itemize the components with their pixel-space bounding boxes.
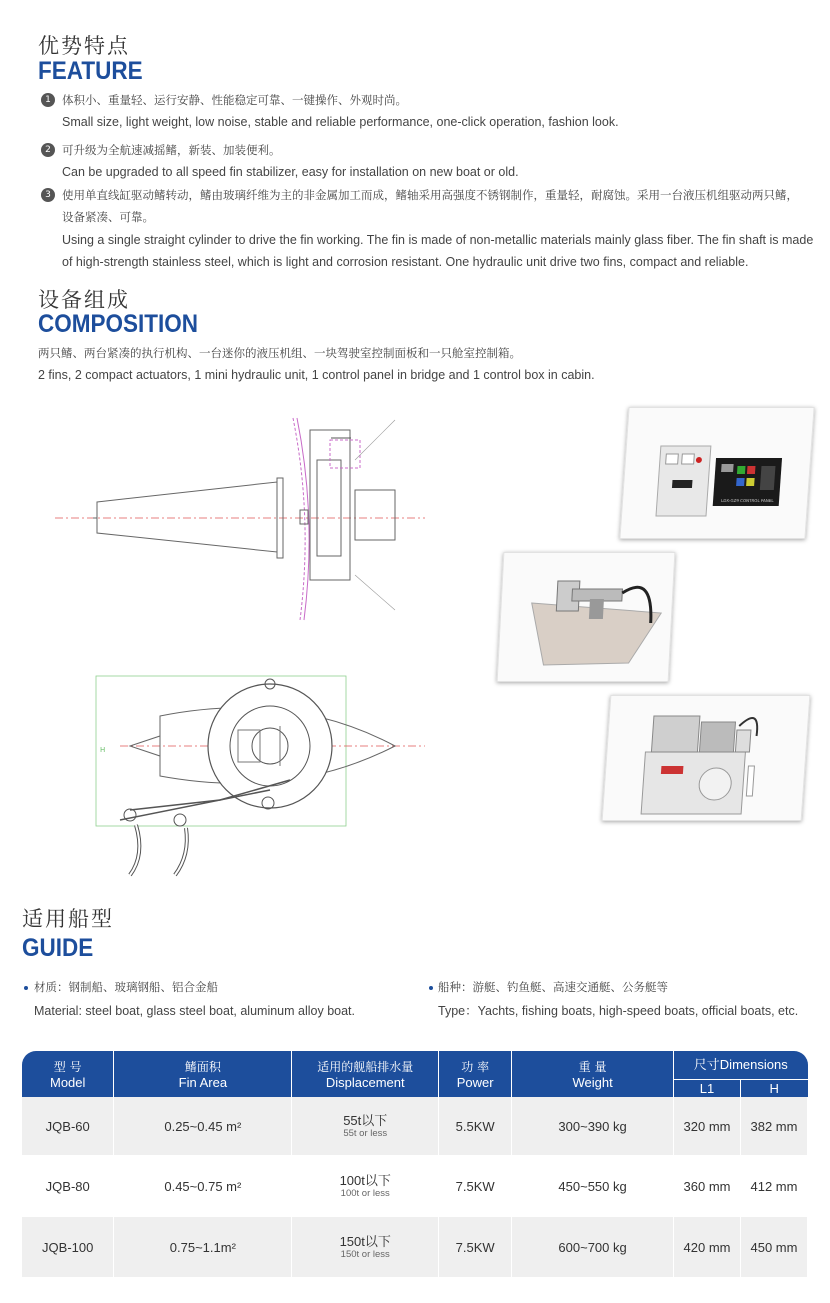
cell-l1: 360 mm	[674, 1155, 741, 1217]
cell-power: 7.5KW	[439, 1155, 512, 1217]
feature-number-3: 3	[41, 188, 55, 202]
cell-h: 382 mm	[740, 1097, 807, 1155]
header-fin-area: 鳍面积 Fin Area	[114, 1051, 292, 1097]
cell-weight: 300~390 kg	[512, 1097, 674, 1155]
feature-3-en-line1: Using a single straight cylinder to drive the fin working. The fin is made of non-metallic materials mainly glass fiber. The fin shaft is made	[62, 233, 814, 247]
composition-cn-title: 设备组成	[38, 288, 130, 312]
cell-area: 0.75~1.1m²	[114, 1217, 292, 1277]
guide-material-cn: 材质：钢制船、玻璃钢船、铝合金船	[34, 980, 218, 994]
cell-h: 450 mm	[740, 1217, 807, 1277]
feature-1-cn: 体积小、重量轻、运行安静、性能稳定可靠、一键操作、外观时尚。	[62, 93, 407, 107]
composition-en-text: 2 fins, 2 compact actuators, 1 mini hydraulic unit, 1 control panel in bridge and 1 control box in cabin.	[38, 368, 595, 382]
cell-displacement: 100t以下 100t or less	[292, 1155, 439, 1217]
header-l1: L1	[674, 1079, 741, 1097]
cell-l1: 320 mm	[674, 1097, 741, 1155]
cell-displacement: 55t以下 55t or less	[292, 1097, 439, 1155]
table-row	[22, 1097, 808, 1155]
actuator-photo	[497, 552, 676, 682]
drawing-h-label: H	[100, 746, 106, 754]
type-bullet	[429, 986, 433, 990]
feature-2-cn: 可升级为全航速减摇鳍，新装、加装便利。	[62, 143, 281, 157]
table-row	[22, 1217, 808, 1277]
feature-cn-title: 优势特点	[38, 34, 130, 58]
cell-h: 412 mm	[740, 1155, 807, 1217]
cell-model: JQB-100	[22, 1217, 114, 1277]
feature-3-cn-line2: 设备紧凑、可靠。	[62, 210, 154, 224]
header-h: H	[740, 1079, 807, 1097]
composition-en-title: COMPOSITION	[38, 310, 199, 338]
cell-l1: 420 mm	[674, 1217, 741, 1277]
cell-power: 5.5KW	[439, 1097, 512, 1155]
guide-type-cn: 船种：游艇、钓鱼艇、高速交通艇、公务艇等	[438, 980, 668, 994]
header-weight: 重 量 Weight	[512, 1051, 674, 1097]
material-bullet	[24, 986, 28, 990]
feature-2-en: Can be upgraded to all speed fin stabilizer, easy for installation on new boat or old.	[62, 165, 519, 179]
header-displacement: 适用的舰船排水量 Displacement	[292, 1051, 439, 1097]
cell-displacement: 150t以下 150t or less	[292, 1217, 439, 1277]
cell-weight: 600~700 kg	[512, 1217, 674, 1277]
fin-side-view-drawing	[55, 400, 425, 630]
feature-number-1: 1	[41, 93, 55, 107]
table-row	[22, 1155, 808, 1217]
cell-area: 0.45~0.75 m²	[114, 1155, 292, 1217]
cell-power: 7.5KW	[439, 1217, 512, 1277]
panel-caption: LDX-GZ9 CONTROL PANEL	[720, 498, 774, 503]
hydraulic-unit-photo	[602, 695, 811, 821]
cell-model: JQB-80	[22, 1155, 114, 1217]
guide-en-title: GUIDE	[22, 934, 94, 962]
header-model: 型 号 Model	[22, 1051, 114, 1097]
header-dimensions: 尺寸Dimensions	[674, 1051, 808, 1079]
cell-area: 0.25~0.45 m²	[114, 1097, 292, 1155]
header-power: 功 率 Power	[439, 1051, 512, 1097]
feature-3-cn-line1: 使用单直线缸驱动鳍转动，鳍由玻璃纤维为主的非金属加工而成，鳍轴采用高强度不锈钢制作，重量轻，耐腐蚀。采用一台液压机组驱动两只鳍，	[62, 188, 798, 202]
guide-material-en: Material: steel boat, glass steel boat, aluminum alloy boat.	[34, 1004, 356, 1018]
spec-table	[22, 1051, 808, 1277]
feature-3-en-line2: of high-strength stainless steel, which is light and corrosion resistant. One hydraulic unit drive two fins, compact and reliable.	[62, 255, 749, 269]
cell-weight: 450~550 kg	[512, 1155, 674, 1217]
control-panel-photo	[619, 407, 814, 539]
cell-model: JQB-60	[22, 1097, 114, 1155]
guide-cn-title: 适用船型	[22, 907, 114, 931]
feature-number-2: 2	[41, 143, 55, 157]
composition-cn-text: 两只鳍、两台紧凑的执行机构、一台迷你的液压机组、一块驾驶室控制面板和一只舱室控制箱。	[38, 346, 521, 360]
feature-1-en: Small size, light weight, low noise, stable and reliable performance, one-click operation, fashion look.	[62, 115, 619, 129]
feature-en-title: FEATURE	[38, 57, 143, 85]
guide-type-en: Type：Yachts, fishing boats, high-speed boats, official boats, etc.	[438, 1004, 799, 1018]
fin-front-view-drawing	[90, 670, 430, 880]
